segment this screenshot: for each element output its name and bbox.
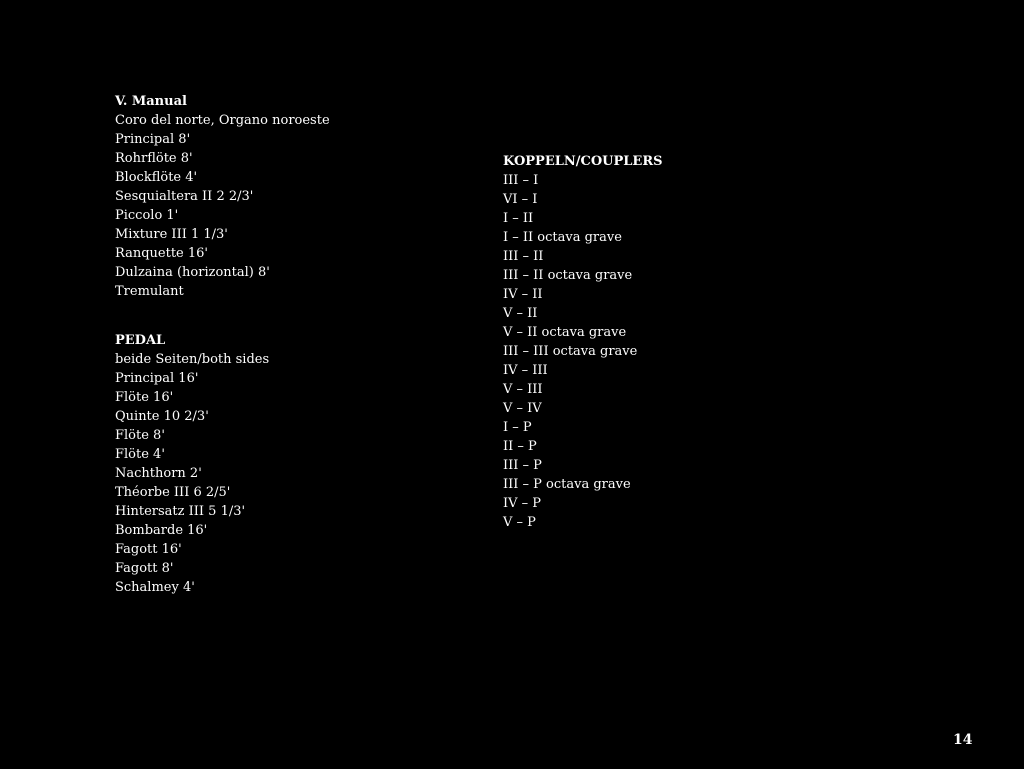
coupler-item: III – II octava grave — [503, 268, 633, 283]
pedal-item: Fagott 8' — [115, 561, 174, 576]
manual-v-item: Ranquette 16' — [115, 246, 208, 261]
coupler-item: IV – P — [503, 496, 542, 511]
coupler-item: VI – I — [503, 192, 538, 207]
left-column — [115, 92, 475, 597]
pedal-item: Bombarde 16' — [115, 523, 208, 538]
manual-v-item: Piccolo 1' — [115, 208, 179, 223]
manual-v-item: Mixture III 1 1/3' — [115, 227, 228, 242]
manual-v-item: Sesquialtera II 2 2/3' — [115, 189, 254, 204]
page-number: 14 — [953, 732, 973, 748]
coupler-item: V – III — [503, 382, 543, 397]
coupler-item: V – IV — [503, 401, 542, 416]
manual-v-item: Tremulant — [115, 284, 184, 299]
coupler-item: III – III octava grave — [503, 344, 638, 359]
manual-v-item: Rohrflöte 8' — [115, 151, 193, 166]
coupler-item: III – P — [503, 458, 542, 473]
pedal-item: Flöte 16' — [115, 390, 174, 405]
pedal-item: Schalmey 4' — [115, 580, 195, 595]
coupler-item: III – I — [503, 173, 539, 188]
couplers-section — [503, 152, 863, 532]
manual-v-item: Dulzaina (horizontal) 8' — [115, 265, 270, 280]
pedal-item: Flöte 4' — [115, 447, 165, 462]
manual-v-item: Blockflöte 4' — [115, 170, 198, 185]
manual-v-title: V. Manual — [115, 94, 187, 109]
manual-v-section — [115, 92, 475, 301]
coupler-item: IV – III — [503, 363, 548, 378]
coupler-item: IV – II — [503, 287, 543, 302]
pedal-item: Principal 16' — [115, 371, 199, 386]
coupler-item: III – II — [503, 249, 544, 264]
manual-v-item: Coro del norte, Organo noroeste — [115, 113, 330, 128]
pedal-item: Quinte 10 2/3' — [115, 409, 209, 424]
coupler-item: V – II octava grave — [503, 325, 627, 340]
pedal-item: beide Seiten/both sides — [115, 352, 270, 367]
coupler-item: II – P — [503, 439, 537, 454]
pedal-item: Hintersatz III 5 1/3' — [115, 504, 246, 519]
pedal-item: Flöte 8' — [115, 428, 165, 443]
pedal-title: PEDAL — [115, 333, 166, 348]
manual-v-item: Principal 8' — [115, 132, 191, 147]
coupler-item: V – P — [503, 515, 536, 530]
coupler-item: III – P octava grave — [503, 477, 631, 492]
coupler-item: I – II octava grave — [503, 230, 622, 245]
coupler-item: V – II — [503, 306, 538, 321]
right-column — [503, 152, 863, 532]
coupler-item: I – II — [503, 211, 534, 226]
couplers-title: KOPPELN/COUPLERS — [503, 154, 663, 169]
section-gap — [115, 301, 475, 331]
pedal-item: Nachthorn 2' — [115, 466, 202, 481]
coupler-item: I – P — [503, 420, 532, 435]
pedal-section — [115, 331, 475, 597]
pedal-item: Théorbe III 6 2/5' — [115, 485, 231, 500]
pedal-item: Fagott 16' — [115, 542, 182, 557]
